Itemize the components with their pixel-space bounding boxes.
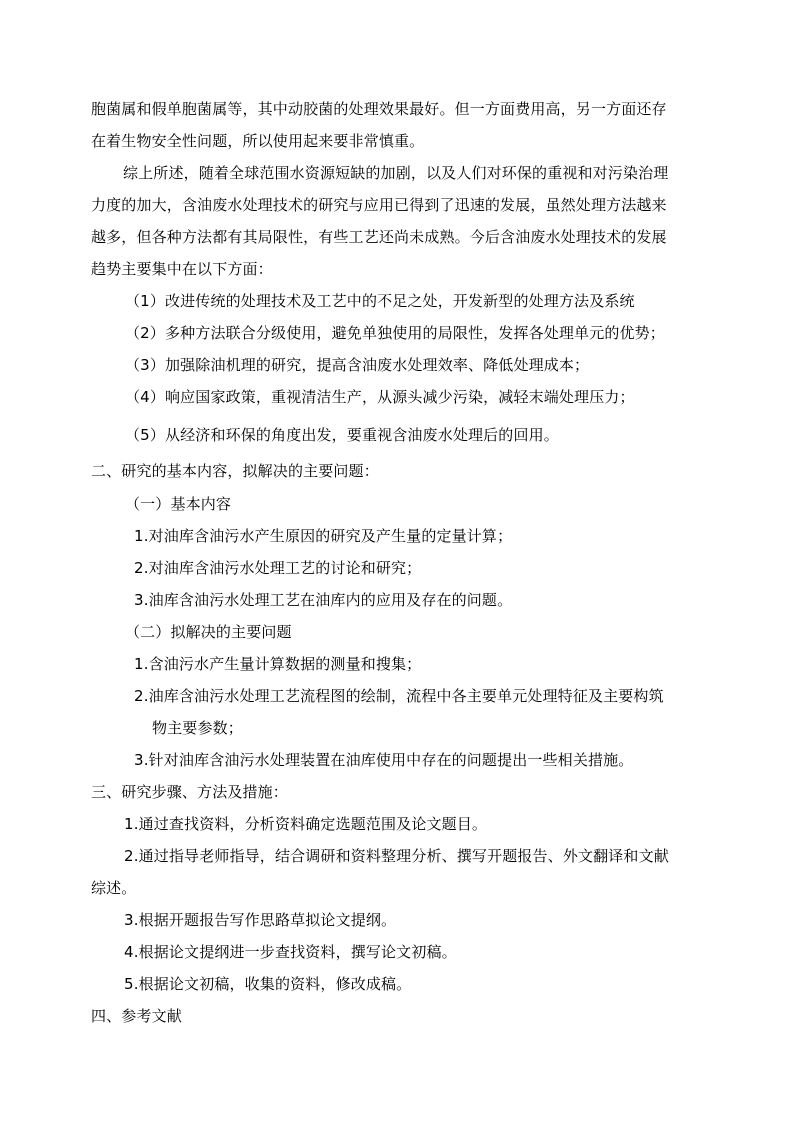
intro-line-1: 胞菌属和假单胞菌属等，其中动胶菌的处理效果最好。但一方面费用高，另一方面还存 — [91, 100, 667, 118]
trend-item-4: （4）响应国家政策，重视清洁生产，从源头减少污染，减轻末端处理压力； — [125, 388, 635, 406]
section2-problem-item-3: 3.针对油库含油污水处理装置在油库使用中存在的问题提出一些相关措施。 — [134, 751, 634, 769]
trend-item-2: （2）多种方法联合分级使用，避免单独使用的局限性，发挥各处理单元的优势； — [125, 324, 665, 342]
section3-step-1: 1.通过查找资料，分析资料确定选题范围及论文题目。 — [124, 815, 488, 833]
intro-line-2: 在着生物安全性问题，所以使用起来要非常慎重。 — [91, 132, 425, 150]
section2-problem-item-2-cont: 物主要参数； — [152, 719, 243, 737]
trend-item-5: （5）从经济和环保的角度出发，要重视含油废水处理后的回用。 — [125, 426, 559, 444]
section3-heading: 三、研究步骤、方法及措施： — [91, 783, 288, 801]
section2-basic-item-3: 3.油库含油污水处理工艺在油库内的应用及存在的问题。 — [134, 591, 513, 609]
section2-basic-item-2: 2.对油库含油污水处理工艺的讨论和研究； — [134, 559, 422, 577]
summary-line-4: 趋势主要集中在以下方面： — [91, 260, 273, 278]
section4-heading: 四、参考文献 — [91, 1007, 182, 1025]
section2-problem-item-1: 1.含油污水产生量计算数据的测量和搜集； — [134, 655, 422, 673]
section2-basic-heading: （一）基本内容 — [125, 495, 232, 513]
summary-line-3: 越多，但各种方法都有其局限性，有些工艺还尚未成熟。今后含油废水处理技术的发展 — [91, 228, 667, 246]
trend-item-1: （1）改进传统的处理技术及工艺中的不足之处，开发新型的处理方法及系统 — [125, 292, 635, 310]
section2-basic-item-1: 1.对油库含油污水产生原因的研究及产生量的定量计算； — [134, 527, 513, 545]
summary-line-2: 力度的加大，含油废水处理技术的研究与应用已得到了迅速的发展，虽然处理方法越来 — [91, 196, 667, 214]
section2-problems-heading: （二）拟解决的主要问题 — [125, 623, 292, 641]
section3-step-3: 3.根据开题报告写作思路草拟论文提纲。 — [124, 911, 397, 929]
section3-step-2: 2.通过指导老师指导，结合调研和资料整理分析、撰写开题报告、外文翻译和文献 — [124, 847, 669, 865]
section3-step-5: 5.根据论文初稿，收集的资料，修改成稿。 — [124, 975, 412, 993]
section2-problem-item-2: 2.油库含油污水处理工艺流程图的绘制，流程中各主要单元处理特征及主要构筑 — [134, 687, 664, 705]
summary-line-1: 综上所述，随着全球范围水资源短缺的加剧，以及人们对环保的重视和对污染治理 — [123, 164, 669, 182]
trend-item-3: （3）加强除油机理的研究，提高含油废水处理效率、降低处理成本； — [125, 356, 590, 374]
section2-heading: 二、研究的基本内容，拟解决的主要问题： — [91, 462, 379, 480]
section3-step-2-cont: 综述。 — [91, 879, 137, 897]
section3-step-4: 4.根据论文提纲进一步查找资料，撰写论文初稿。 — [124, 943, 457, 961]
